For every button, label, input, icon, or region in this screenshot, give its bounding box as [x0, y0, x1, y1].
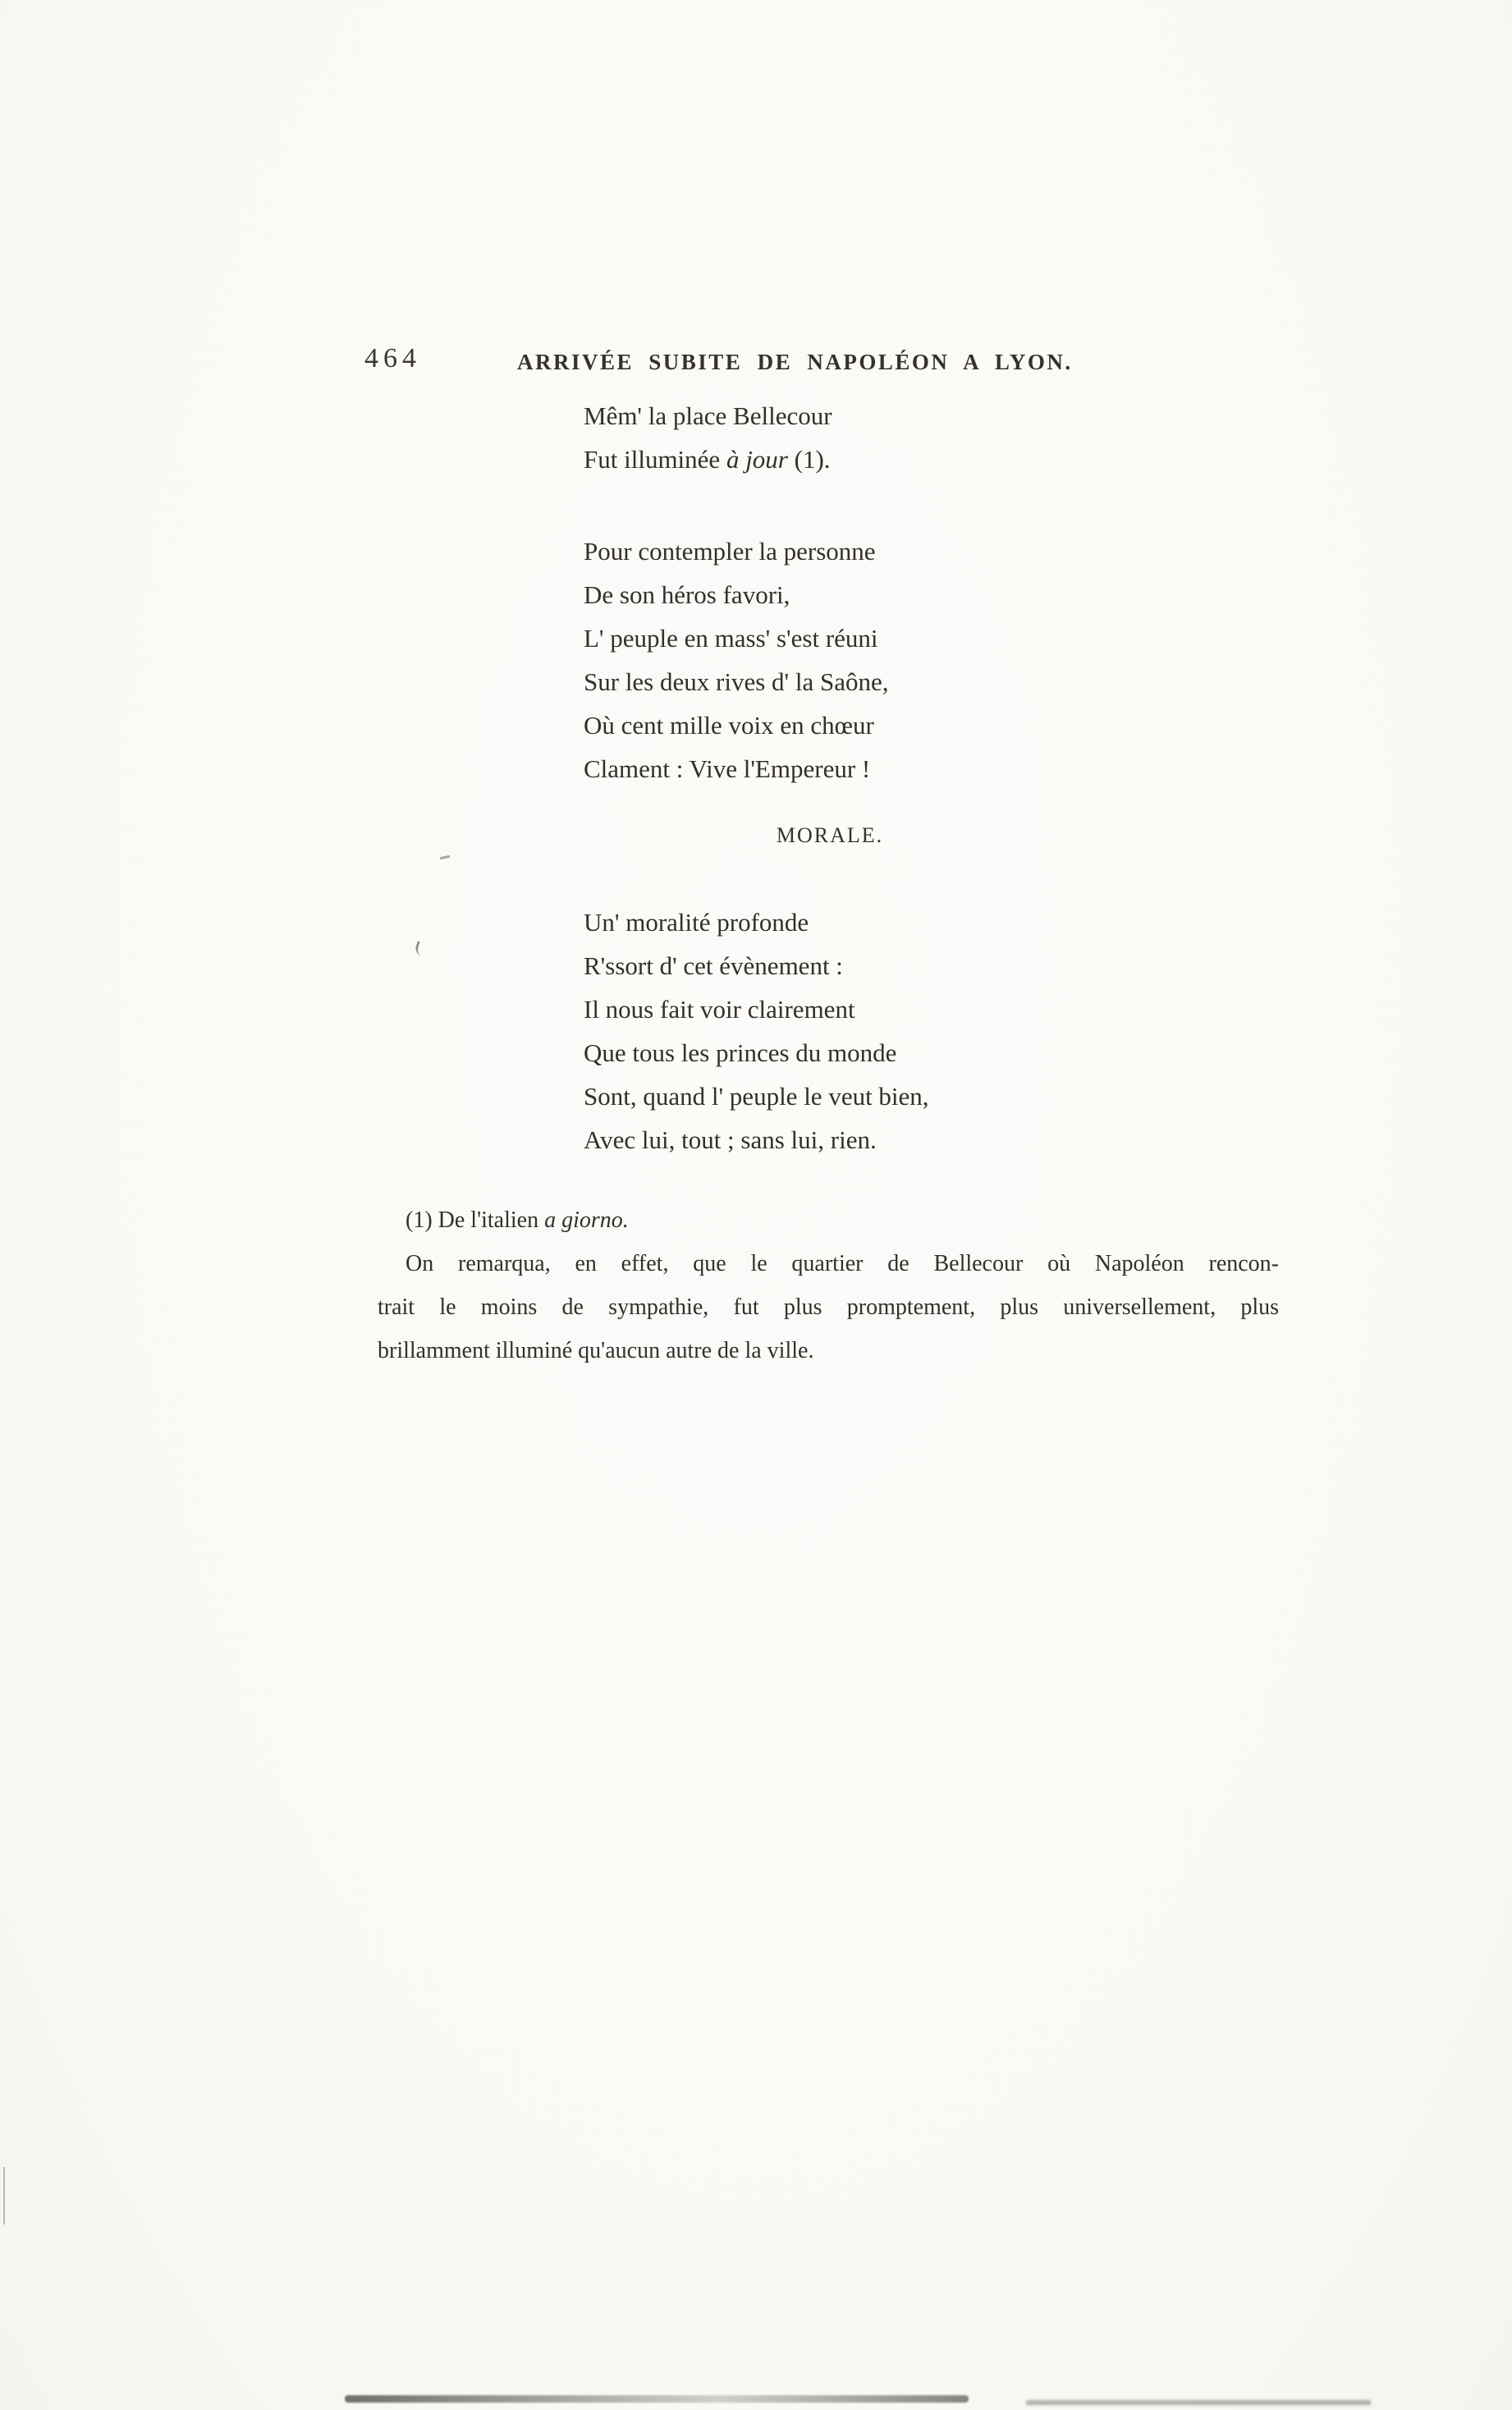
poem-line: Clament : Vive l'Empereur ! [584, 754, 871, 783]
scan-artifact [440, 855, 450, 859]
running-title: ARRIVÉE SUBITE DE NAPOLÉON A LYON. [517, 350, 1073, 374]
scan-artifact [1026, 2400, 1371, 2405]
footnote-text: (1) De l'italien [405, 1207, 545, 1233]
footnote-2-line: trait le moins de sympathie, fut plus promptement, plus universellement, plus [378, 1294, 1279, 1320]
poem-stanza-1 [584, 529, 889, 790]
poem-stanza-2 [584, 900, 929, 1161]
section-heading-morale: MORALE. [776, 823, 884, 847]
poem-line: Mêm' la place Bellecour [584, 401, 832, 430]
footnote-1 [378, 1198, 1279, 1242]
poem-line: De son héros favori, [584, 580, 790, 609]
scan-artifact [3, 2167, 5, 2224]
poem-line: Sur les deux rives d' la Saône, [584, 667, 889, 696]
poem-opening-couplet [584, 394, 832, 481]
poem-line: Sont, quand l' peuple le veut bien, [584, 1082, 929, 1111]
footnote-block [378, 1198, 1279, 1372]
poem-line: Pour contempler la personne [584, 537, 876, 566]
poem-text: (1). [787, 445, 831, 474]
poem-line: Il nous fait voir clairement [584, 995, 855, 1024]
scan-artifact [414, 941, 428, 956]
poem-line: Avec lui, tout ; sans lui, rien. [584, 1125, 877, 1154]
footnote-2-line: brillamment illuminé qu'aucun autre de la ville. [378, 1338, 814, 1363]
poem-line: L' peuple en mass' s'est réuni [584, 624, 878, 653]
poem-line: Où cent mille voix en chœur [584, 711, 874, 740]
poem-text: Fut illuminée [584, 445, 726, 474]
poem-line [584, 438, 832, 481]
page-number: 464 [364, 343, 421, 373]
footnote-2-line: On remarqua, en effet, que le quartier de Bellecour où Napoléon rencon- [405, 1251, 1279, 1276]
poem-line: Un' moralité profonde [584, 908, 809, 937]
poem-italic-text: à jour [726, 445, 788, 474]
poem-line: Que tous les princes du monde [584, 1038, 897, 1067]
scan-artifact [345, 2395, 969, 2403]
footnote-italic-text: a giorno. [544, 1207, 629, 1233]
poem-line: R'ssort d' cet évènement : [584, 951, 843, 980]
